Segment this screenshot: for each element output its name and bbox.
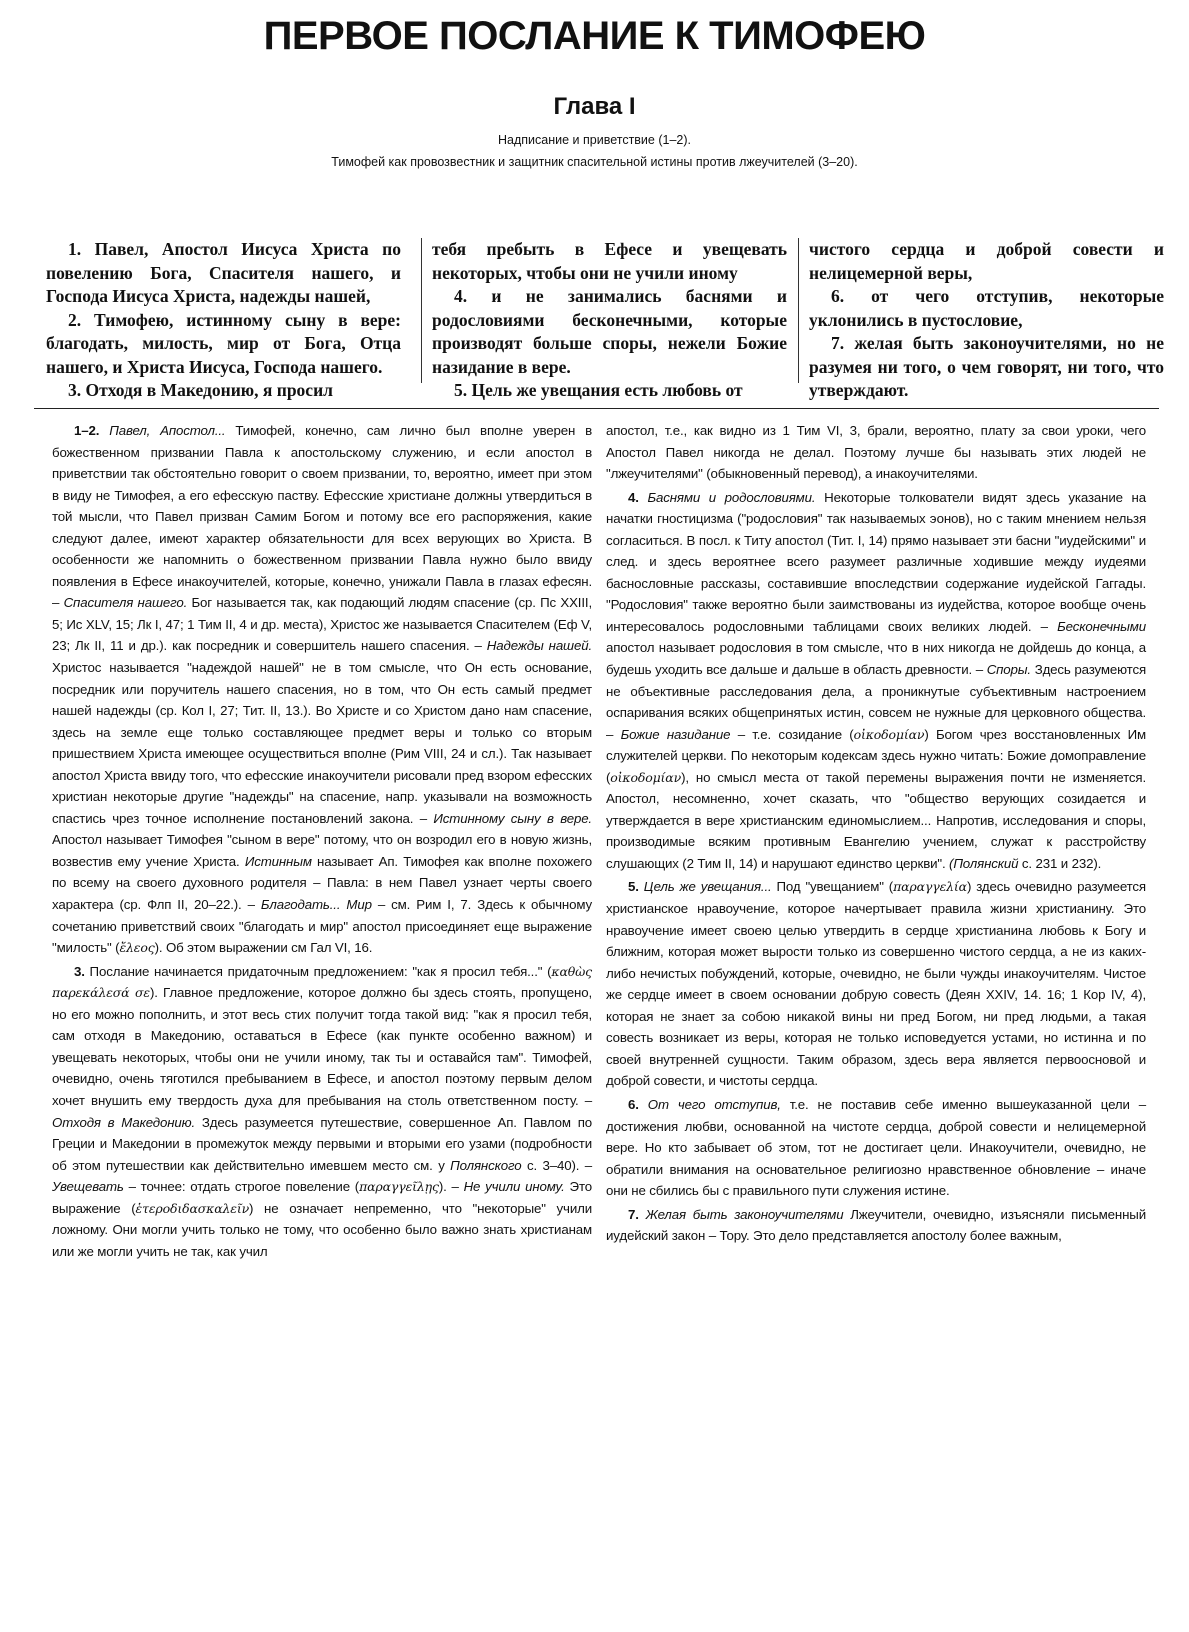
verse-number: 5.	[628, 879, 639, 895]
commentary-text: ). –	[438, 1179, 464, 1195]
verse-number: 7.	[628, 1206, 639, 1222]
commentary-text: Лжеучители, очевидно, изъясняли письменный иудейский закон – Тору. Это дело представляется апостолу более важным,	[606, 1206, 1146, 1244]
commentary-text: ) Богом чрез восстановленных Им служителей церкви. По некоторым кодексам здесь нужно читать: Божие домоправление (	[606, 726, 1146, 785]
commentary-text: – т.е. созидание (	[730, 726, 854, 742]
lemma: Желая быть законоучителями	[645, 1206, 844, 1222]
summary-line-1: Надписание и приветствие (1–2).	[498, 133, 691, 147]
lemma: Не учили иному.	[463, 1179, 565, 1195]
commentary-text: ). Об этом выражении см Гал VI, 16.	[154, 940, 373, 956]
scripture-text	[34, 238, 1164, 400]
commentary-text: Бог называется так, как подающий людям спасение (ср. Пс XXIII, 5; Ис XLV, 15; Лк I, 47; 1 Тим II, 4 и др. места), Христос же называется Спасителем (Еф V, 23; Лк II, 11 и др.). как посредник и совершитель нашего спасения. –	[52, 595, 592, 654]
column-divider	[421, 238, 422, 383]
commentary-text: ) не означает непременно, что "некоторые" учили ложному. Они могли учить только не тому, что особенно было важно знать христианам или же могли учить не так, как учил	[52, 1200, 592, 1259]
commentary-text: Христос называется "надеждой нашей" не в том смысле, что Он есть основание, посредник или поручитель нашего спасения, но в том, что Он есть самый предмет нашей надежды (ср. Кол I, 27; Тит. II, 13.). Во Христе и со Христом дано нам спасение, здесь на земле еще только составляющее предмет веры и только со вторым пришествием Христа имеющее осуществиться вполне (Рим VIII, 24 и сл.). Так называет апостол Христа ввиду того, что ефесские инакоучители рисовали пред взором ефесских христиан некоторые другие "надежды" на спасение, напр. указывали на возможность спастись чрез точное исполнение постановлений закона. –	[52, 660, 592, 826]
lemma: Павел, Апостол...	[109, 423, 226, 438]
chapter-summary	[0, 129, 1189, 173]
scripture-column-2	[432, 238, 787, 403]
lemma: Спасителя нашего.	[63, 595, 188, 611]
summary-line-2: Тимофей как провозвестник и защитник спасительной истины против лжеучителей (3–20).	[331, 155, 858, 169]
commentary-text: ) здесь очевидно разумеется христианское нравоучение, которое начертывает правила жизни христианину. Это нравоучение имеет своею целью утвердить в сердце христианина любовь к Богу и ближним, которая может вырости только из совершенно чистого сердца, а не из каких-либо нечистых побуждений, которые, очевидно, не были чужды инакоучителям. Чистое же сердце имеет в своем основании добрую совесть (Деян XXIV, 14. 16; 1 Кор IV, 4), которая не знает за собою никакой вины ни пред Богом, ни пред людьми, а такая совесть возникает из веры, которая не только исповедуется устами, но истинна и по своей внутренней сущности. Таким образом, здесь вера является первоосновой и доброй совести, и чистоты сердца.	[606, 879, 1146, 1089]
commentary-text: Некоторые толкователи видят здесь указание на начатки гностицизма ("родословия" так называемых эонов), но с таким мнением нельзя согласиться. В посл. к Титу апостол (Тит. I, 14) прямо называет эти басни "иудейскими" и след. и здесь вероятнее всего разумеет различные ходившие между иудеями баснословные рассказы, составившие впоследствии содержание иудейской Гаггады. "Родословия" также вероятно были заимствованы из иудейства, которое вообще очень интересовалось родословными таблицами своих великих людей. –	[606, 489, 1146, 634]
verse-6: 6. от чего отступив, некоторые уклонились в пустословие,	[809, 286, 1164, 330]
commentary-5	[606, 876, 1146, 1091]
scripture-column-3	[809, 238, 1164, 403]
lemma: Увещевать	[52, 1179, 124, 1195]
column-divider	[798, 238, 799, 383]
commentary-text: Под "увещанием" (	[771, 879, 894, 895]
lemma: Баснями и родословиями.	[647, 489, 816, 505]
lemma: Благодать... Мир	[260, 897, 372, 913]
commentary-text: Это выражение (	[52, 1179, 592, 1216]
lemma: Бесконечными	[1057, 618, 1146, 634]
lemma: Споры.	[986, 662, 1031, 678]
commentary-text: Апостол называет Тимофея "сыном в вере" потому, что он возродил его в новую жизнь, возвестив ему учение Христа.	[52, 832, 592, 869]
verse-5-start: 5. Цель же увещания есть любовь от	[454, 380, 743, 400]
verse-4: 4. и не занимались баснями и родословиями бесконечными, которые производят больше споры, нежели Божие назидание в вере.	[432, 286, 787, 377]
verse-number: 3.	[74, 963, 85, 979]
verse-7: 7. желая быть законоучителями, но не разумея ни того, о чем говорят, ни того, что утверждают.	[809, 333, 1164, 400]
commentary-text: т.е. не поставив себе именно вышеуказанной цели – достижения любви, основанной на чистоте сердца, доброй совести и нелицемерной вере. Но кто забывает об этом, тот не достигает цели. Инакоучители, очевидно, не обратили внимания на основательное религиозно нравственное обновление – иначе они не сбились бы с правильного пути служения истине.	[606, 1096, 1147, 1199]
commentary-text: Здесь разумеется путешествие, совершенное Ап. Павлом по Греции и Македонии в промежуток между первыми и вторыми его узами (подробности об этом путешествии как действительно имевшем место см. у	[52, 1114, 592, 1173]
verse-number: 4.	[628, 489, 639, 505]
greek-word: ἔλεος	[119, 940, 155, 956]
verse-number: 1–2.	[74, 423, 100, 438]
lemma: Божие назидание	[620, 726, 731, 742]
lemma: Истинному сыну в вере.	[433, 810, 592, 826]
commentary-text: ). Главное предложение, которое должно бы здесь стоять, пропущено, но его можно пополнить, и этот весь стих получит тогда такой вид: "как я просил тебя, сам отходя в Македонию, оставаться в Ефесе (как пункте особенно важном) и увещевать некоторых, чтобы они не учили иному, так ты и оставайся там". Тимофей, очевидно, очень тяготился пребыванием в Ефесе, и апостол поэтому первым делом хочет внушить ему твердость духа для пребывания на столь ответственном посту. –	[52, 985, 592, 1108]
commentary-text: – см. Рим I, 7. Здесь к обычному сочетанию приветствий своих "благодать и мир" апостол присоединяет еще выражение "милость" (	[52, 897, 593, 956]
commentary-column-right	[606, 420, 1146, 1249]
verse-3-end: тебя пребыть в Ефесе и увещевать некоторых, чтобы они не учили иному	[432, 239, 787, 283]
commentary-text: Здесь разумеются не объективные расследования дела, а проникнутые субъективным настроением оспаривания всяких общепринятых истин, совсем не нужные для церковного общества. –	[606, 662, 1146, 742]
commentary-4	[606, 487, 1146, 875]
commentary-text: – точнее: отдать строгое повеление (	[123, 1179, 360, 1195]
commentary-column-left	[52, 420, 592, 1264]
commentary-7	[606, 1204, 1146, 1247]
greek-word: οἰκοδομίαν	[853, 726, 925, 742]
verse-1: 1. Павел, Апостол Иисуса Христа по повелению Бога, Спасителя нашего, и Господа Иисуса Христа, надежды нашей,	[46, 239, 401, 306]
greek-word: παραγγελία	[893, 879, 967, 895]
verse-5-end: чистого сердца и доброй совести и нелицемерной веры,	[809, 239, 1164, 283]
greek-word: καθὼς παρεκάλεσά σε	[52, 963, 592, 1001]
lemma: От чего отступив,	[647, 1096, 781, 1112]
verse-3-start: 3. Отходя в Македонию, я просил	[68, 380, 333, 400]
greek-word: ἑτεροδιδασκαλεῖν	[135, 1200, 250, 1216]
commentary-text: с. 3–40). –	[521, 1157, 592, 1173]
commentary-text: Тимофей, конечно, сам лично был вполне уверен в божественном призвании Павла к апостольскому служению, и если апостол в приветствии так обстоятельно говорит о своем призвании, то, вероятно, имеет при этом в виду не Тимофея, а его ефесскую паству. Ефесские христиане должны утвердиться в той мысли, что Павел призван Самим Богом и потому все его распоряжения, какие следуют далее, имеют характер обязательности для всех верующих во Христа. В особенности же напомнить о божественном призвании Павла нужно было ввиду появления в Ефесе инакоучителей, которые, конечно, унижали Павла в глазах ефесян. –	[52, 423, 592, 611]
commentary-6	[606, 1094, 1146, 1202]
commentary-text: Послание начинается придаточным предложением: "как я просил тебя..." (	[84, 963, 552, 979]
verse-number: 6.	[628, 1096, 639, 1112]
lemma: Отходя в Македонию.	[52, 1114, 196, 1130]
chapter-title: Глава I	[553, 93, 636, 120]
lemma: Истинным	[244, 853, 312, 869]
greek-word: παραγγεῖλῃς	[359, 1179, 439, 1195]
commentary-text: называет Ап. Тимофея как вполне похожего по всему на своего духовного родителя – Павла: в нем Павел узнает черты своего характера (ср. Флп II, 20–22.). –	[52, 853, 592, 913]
section-divider	[34, 408, 1159, 409]
greek-word: οἰκοδομίαν	[610, 769, 682, 785]
page-title: ПЕРВОЕ ПОСЛАНИЕ К ТИМОФЕЮ	[263, 14, 926, 58]
commentary-1-2	[52, 420, 592, 959]
lemma: Полянского	[450, 1157, 522, 1173]
scripture-column-1	[46, 238, 401, 403]
commentary-3	[52, 961, 592, 1263]
verse-2: 2. Тимофею, истинному сыну в вере: благодать, милость, мир от Бога, Отца нашего, и Христа Иисуса, Господа нашего.	[46, 309, 401, 377]
commentary-text: апостол называет родословия в том смысле, что в них никогда не дойдешь до конца, а будешь уходить все дальше и дальше в область древности. –	[606, 640, 1146, 678]
lemma: Надежды нашей.	[486, 638, 592, 654]
lemma: (Полянский	[949, 855, 1019, 871]
lemma: Цель же увещания...	[643, 879, 772, 895]
commentary-3-continued: апостол, т.е., как видно из 1 Тим VI, 3, брали, вероятно, плату за свои уроки, чего Апостол Павел никогда не делал. Поэтому лучше бы называть этих людей не "лжеучителями" (обыкновенный перевод), а инакоучителями.	[606, 423, 1146, 482]
commentary-text: с. 231 и 232).	[1018, 855, 1102, 871]
commentary-text: ), но смысл места от такой перемены выражения почти не изменяется. Апостол, несомненно, хочет сказать, что "общество верующих созидается и утверждается в вере христианским единомыслием... Напротив, исследования и споры, производимые всяким противным Евангелию учением, служат к расстройству слушающих (2 Тим II, 14) и нарушают единство церкви".	[606, 769, 1146, 871]
